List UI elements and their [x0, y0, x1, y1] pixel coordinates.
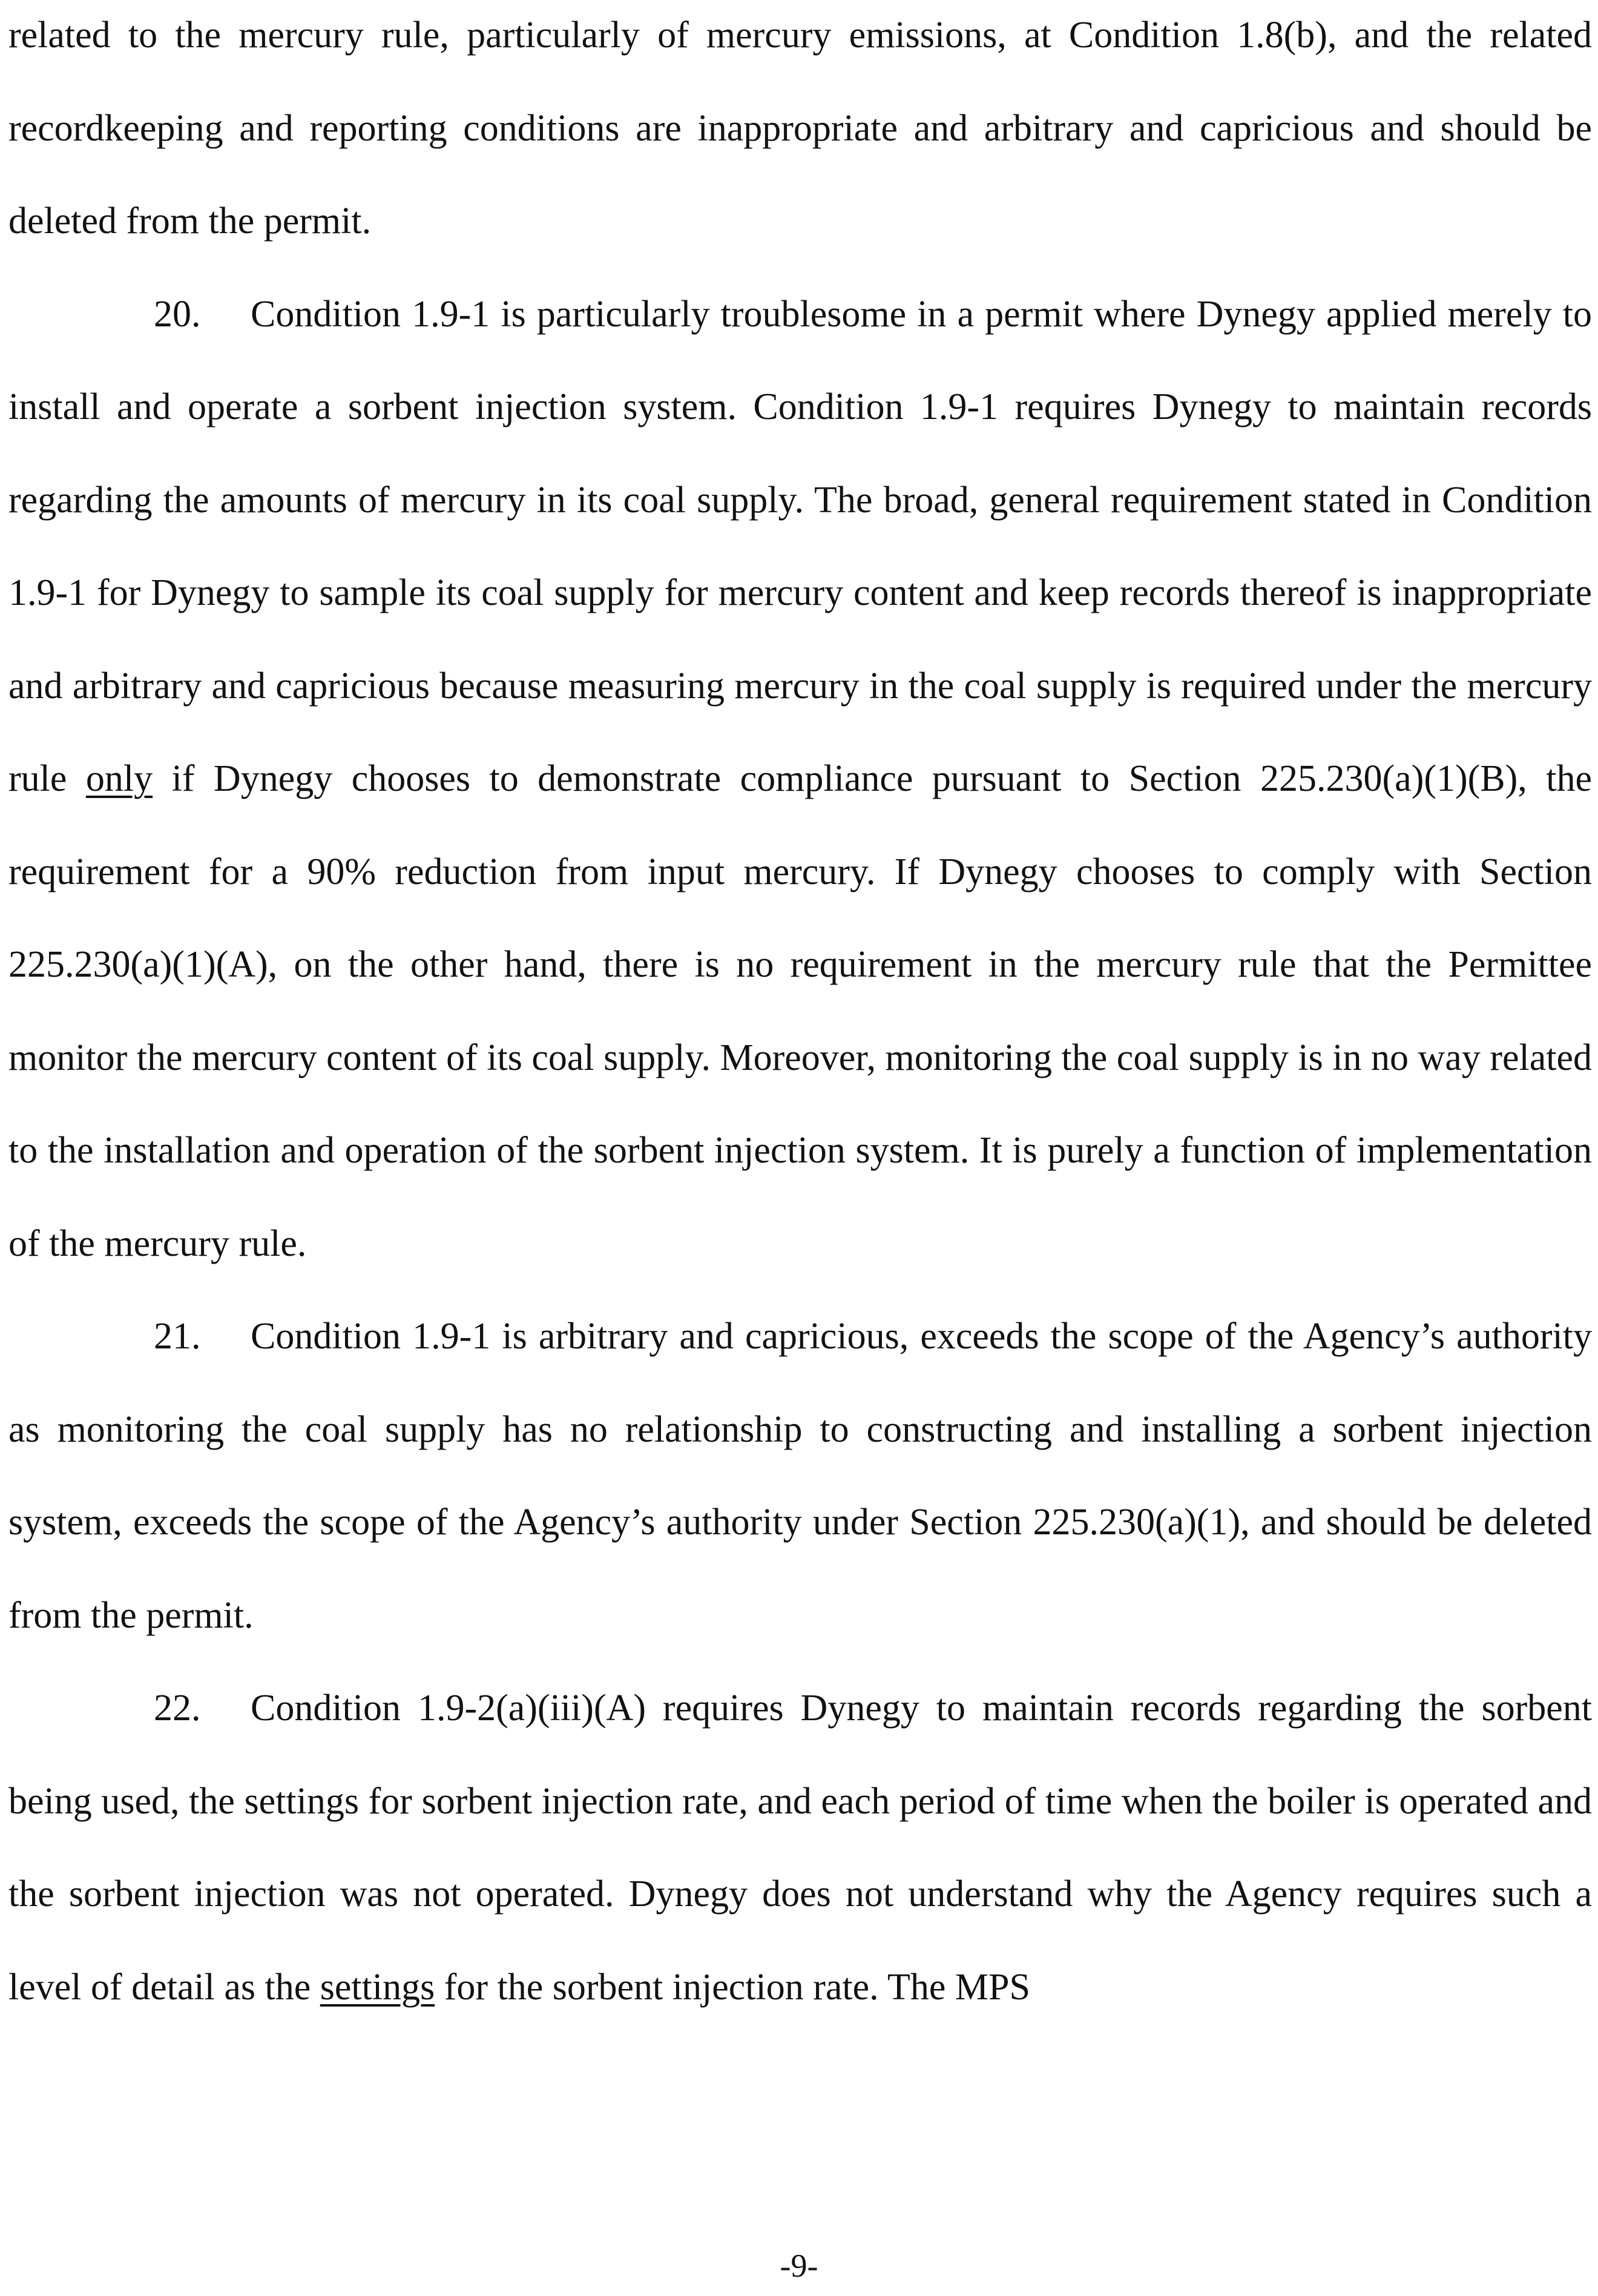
- paragraph-text: related to the mercury rule, particularly of mercury emissions, at Condition 1.8(b), and the related recordkeeping and reporting conditions are inappropriate and arbitrary and capricious and should be deleted from the permit.: [8, 15, 1592, 242]
- paragraph-text: if Dynegy chooses to demonstrate compliance pursuant to Section 225.230(a)(1)(B), the requirement for a 90% reduction from input mercury. If Dynegy chooses to comply with Section 225.230(a)(1)(A), on the other hand, there is no requirement in the mercury rule that the Permittee monitor the mercury content of its coal supply. Moreover, monitoring the coal supply is in no way related to the installation and operation of the sorbent injection system. It is purely a function of implementation of the mercury rule.: [8, 758, 1593, 1264]
- page-number: -9-: [780, 2248, 818, 2284]
- underlined-emphasis: settings: [320, 1966, 435, 2008]
- underlined-emphasis: only: [85, 758, 153, 799]
- paragraph-21: [8, 1290, 1592, 1662]
- paragraph-20: [8, 268, 1592, 1291]
- paragraph-text: for the sorbent injection rate. The MPS: [435, 1966, 1030, 2008]
- paragraph-text: Condition 1.9-2(a)(iii)(A) requires Dynegy to maintain records regarding the sorbent being used, the settings for sorbent injection rate, and each period of time when the boiler is operated and the sorbent injection was not operated. Dynegy does not understand why the Agency requires such a level of detail as the: [8, 1687, 1592, 2008]
- paragraph-continuation: [8, 0, 1592, 268]
- paragraph-number: 21.: [154, 1316, 201, 1357]
- paragraph-text: Condition 1.9-1 is particularly troublesome in a permit where Dynegy applied merely to install and operate a sorbent injection system. Condition 1.9-1 requires Dynegy to maintain records regarding the amounts of mercury in its coal supply. The broad, general requirement stated in Condition 1.9-1 for Dynegy to sample its coal supply for mercury content and keep records thereof is inappropriate and arbitrary and capricious because measuring mercury in the coal supply is required under the mercury rule: [8, 293, 1592, 799]
- paragraph-text: Condition 1.9-1 is arbitrary and capricious, exceeds the scope of the Agency’s authority as monitoring the coal supply has no relationship to constructing and installing a sorbent injection system, exceeds the scope of the Agency’s authority under Section 225.230(a)(1), and should be deleted from the permit.: [8, 1316, 1592, 1636]
- paragraph-number: 20.: [154, 293, 201, 335]
- paragraph-number: 22.: [154, 1687, 201, 1729]
- paragraph-22: [8, 1662, 1592, 2034]
- document-body: [8, 0, 1592, 2034]
